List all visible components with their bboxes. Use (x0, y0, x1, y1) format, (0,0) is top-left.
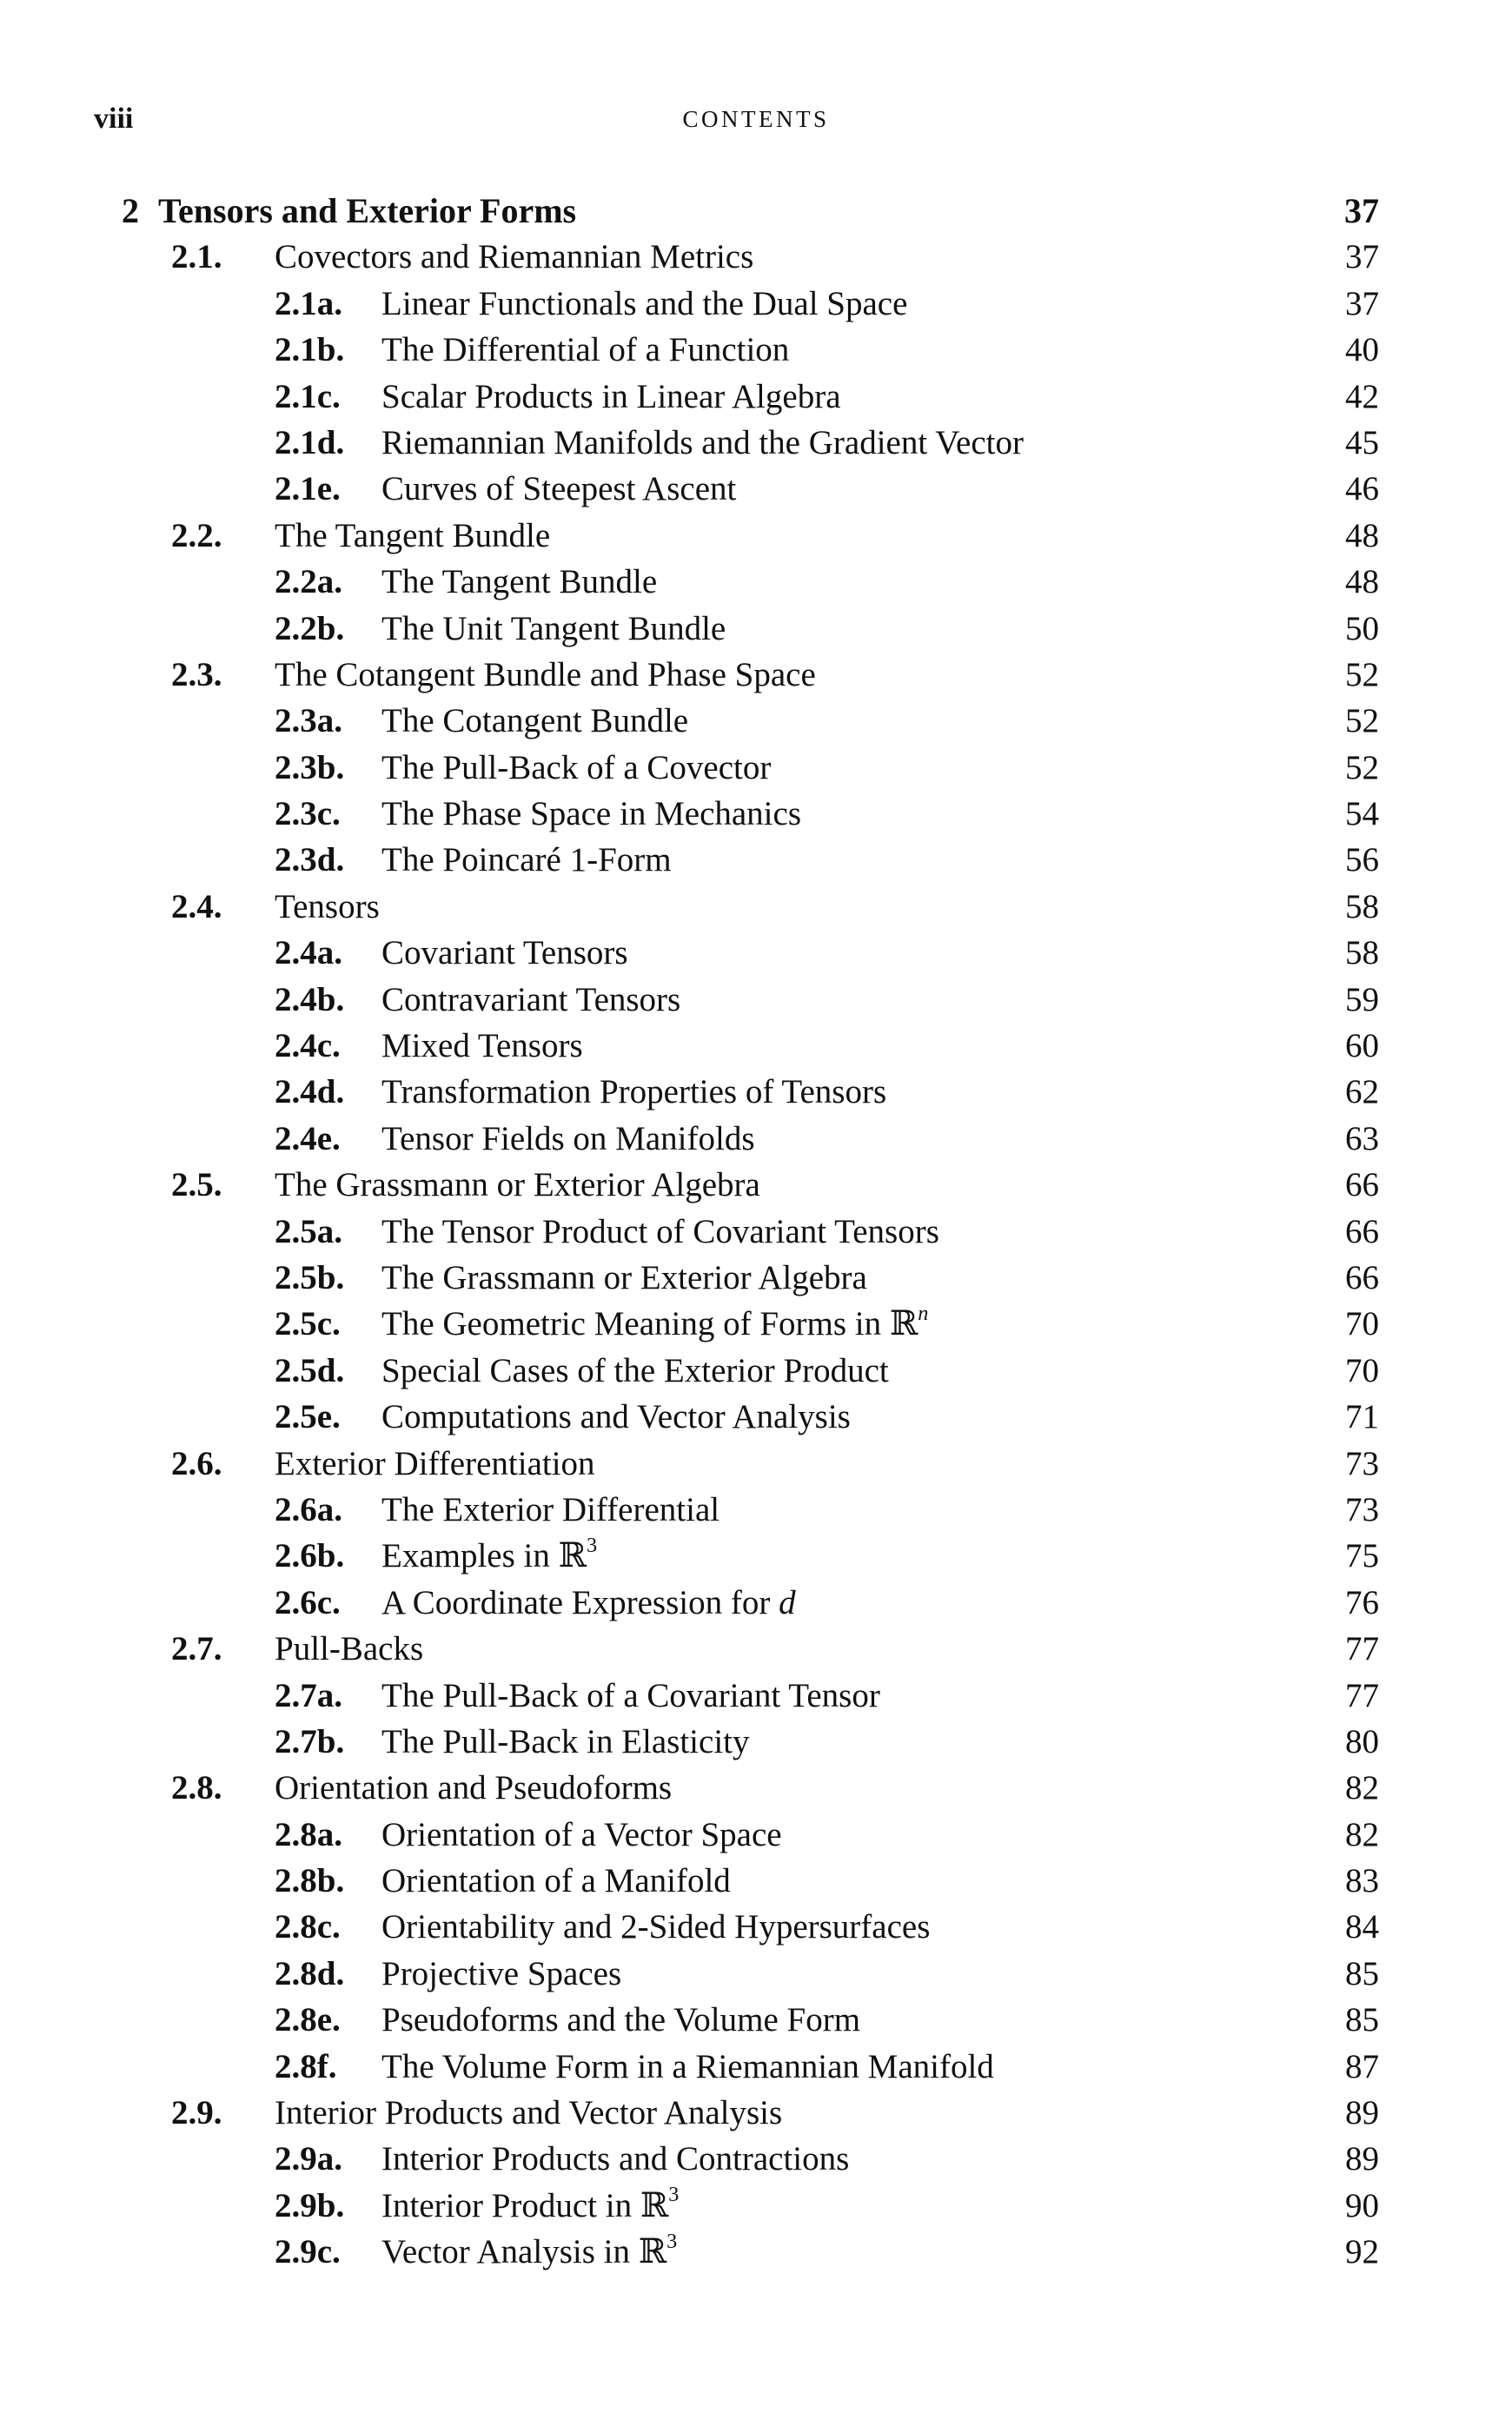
toc-entry-number: 2.4d. (275, 1073, 345, 1111)
toc-entry-subsection (0, 1301, 1512, 1347)
toc-entry-title-text: The Tensor Product of Covariant Tensors (381, 1212, 939, 1250)
toc-entry-title-text: Pseudoforms and the Volume Form (381, 2001, 861, 2039)
toc-entry-page-number: 70 (1345, 1351, 1379, 1389)
toc-entry-title (381, 606, 726, 652)
toc-entry-number: 2.4b. (275, 980, 345, 1018)
toc-entry-section (0, 513, 1512, 559)
toc-entry-title (275, 1162, 760, 1208)
toc-entry-title-text: Linear Functionals and the Dual Space (381, 284, 908, 322)
toc-entry-page-number: 77 (1345, 1630, 1379, 1668)
toc-entry-section (0, 884, 1512, 930)
toc-entry-title-text: The Volume Form in a Riemannian Manifold (381, 2047, 994, 2085)
toc-entry-title (381, 837, 672, 883)
toc-entry-title (381, 1348, 889, 1394)
toc-entry-number: 2.7b. (275, 1722, 345, 1760)
toc-entry-section (0, 652, 1512, 698)
toc-entry-subsection (0, 1533, 1512, 1579)
toc-entry-title-text: The Geometric Meaning of Forms in ℝ (381, 1305, 918, 1343)
toc-entry-title (381, 1951, 621, 1997)
toc-entry-subsection (0, 2183, 1512, 2229)
toc-entry-title (381, 281, 907, 327)
toc-entry-subsection (0, 1812, 1512, 1858)
toc-entry-number: 2.3d. (275, 841, 345, 879)
toc-entry-page-number: 58 (1345, 887, 1379, 925)
toc-entry-subsection (0, 977, 1512, 1023)
toc-entry-subsection (0, 327, 1512, 373)
toc-entry-title-text: Exterior Differentiation (275, 1444, 595, 1482)
toc-entry-title (381, 466, 736, 512)
toc-entry-title-text: Curves of Steepest Ascent (381, 470, 737, 508)
toc-entry-subsection (0, 1394, 1512, 1440)
toc-entry-title-text: Computations and Vector Analysis (381, 1398, 851, 1436)
toc-entry-title-text: Special Cases of the Exterior Product (381, 1351, 889, 1389)
toc-entry-section (0, 234, 1512, 280)
toc-entry-title (381, 1812, 782, 1858)
toc-entry-number: 2.9. (171, 2094, 222, 2132)
toc-entry-italic-symbol: d (779, 1583, 796, 1621)
toc-entry-page-number: 83 (1345, 1862, 1379, 1900)
toc-entry-title-text: Tensors (275, 887, 380, 925)
toc-entry-page-number: 59 (1345, 980, 1379, 1018)
toc-entry-page-number: 84 (1345, 1908, 1379, 1946)
running-head: CONTENTS (682, 106, 830, 132)
toc-entry-title-text: Orientation of a Vector Space (381, 1815, 782, 1853)
toc-entry-number: 2.6a. (275, 1490, 342, 1528)
toc-entry-subsection (0, 281, 1512, 327)
toc-entry-title-text: Examples in ℝ (381, 1537, 587, 1575)
toc-entry-title-text: The Differential of a Function (381, 331, 790, 369)
toc-entry-page-number: 62 (1345, 1073, 1379, 1111)
toc-entry-title (381, 2136, 849, 2182)
toc-entry-title-text: The Unit Tangent Bundle (381, 609, 726, 647)
toc-entry-title-text: The Grassmann or Exterior Algebra (381, 1258, 867, 1296)
toc-entry-title-text: The Cotangent Bundle and Phase Space (275, 655, 816, 693)
toc-entry-page-number: 92 (1345, 2233, 1379, 2271)
toc-entry-title-text: The Exterior Differential (381, 1490, 720, 1528)
toc-entry-title (275, 1765, 672, 1811)
toc-entry-number: 2.2a. (275, 563, 342, 601)
toc-entry-number: 2.4. (171, 887, 222, 925)
toc-entry-page-number: 82 (1345, 1815, 1379, 1853)
toc-entry-number: 2.2. (171, 516, 222, 554)
toc-entry-subsection (0, 1116, 1512, 1162)
toc-entry-title (381, 1997, 860, 2043)
toc-entry-number: 2.8a. (275, 1815, 342, 1853)
toc-entry-page-number: 82 (1345, 1769, 1379, 1807)
toc-entry-title-text: The Cotangent Bundle (381, 702, 689, 740)
toc-entry-page-number: 52 (1345, 748, 1379, 786)
toc-entry-subsection (0, 2044, 1512, 2090)
toc-entry-number: 2.4e. (275, 1119, 341, 1157)
toc-entry-page-number: 48 (1345, 563, 1379, 601)
toc-entry-page-number: 40 (1345, 331, 1379, 369)
toc-entry-title (275, 1626, 423, 1672)
toc-entry-title (381, 1858, 731, 1904)
toc-entry-number: 2.8f. (275, 2047, 337, 2085)
toc-entry-title (381, 1673, 880, 1719)
toc-entry-subsection (0, 1023, 1512, 1069)
toc-entry-page-number: 52 (1345, 702, 1379, 740)
toc-entry-number: 2.9a. (275, 2140, 342, 2178)
toc-entry-superscript: 3 (668, 2183, 680, 2207)
toc-entry-section (0, 2090, 1512, 2136)
toc-entry-page-number: 52 (1345, 655, 1379, 693)
toc-entry-number: 2.5a. (275, 1212, 342, 1250)
toc-entry-page-number: 60 (1345, 1027, 1379, 1065)
toc-entry-title-text: The Grassmann or Exterior Algebra (275, 1166, 760, 1204)
toc-entry-title-text: The Phase Space in Mechanics (381, 795, 802, 833)
toc-entry-page-number: 77 (1345, 1676, 1379, 1714)
page-folio: viii (94, 103, 134, 135)
toc-entry-page-number: 66 (1345, 1212, 1379, 1250)
toc-entry-number: 2.6b. (275, 1537, 345, 1575)
toc-entry-title-text: Interior Products and Contractions (381, 2140, 850, 2178)
toc-entry-title (381, 930, 628, 976)
toc-entry-title (381, 2044, 994, 2090)
toc-entry-title-text: Interior Products and Vector Analysis (275, 2094, 783, 2132)
toc-entry-number: 2 (122, 191, 139, 230)
toc-entry-title-text: The Pull-Back in Elasticity (381, 1722, 750, 1760)
toc-entry-number: 2.5d. (275, 1351, 345, 1389)
toc-entry-title (275, 234, 753, 280)
toc-entry-page-number: 80 (1345, 1722, 1379, 1760)
toc-entry-subsection (0, 1209, 1512, 1255)
toc-entry-number: 2.8d. (275, 1954, 345, 1992)
toc-entry-number: 2.2b. (275, 609, 345, 647)
toc-entry-page-number: 63 (1345, 1119, 1379, 1157)
toc-entry-page-number: 45 (1345, 423, 1379, 461)
toc-entry-page-number: 73 (1345, 1490, 1379, 1528)
toc-entry-title (381, 698, 688, 744)
toc-entry-subsection (0, 930, 1512, 976)
toc-entry-number: 2.3b. (275, 748, 345, 786)
toc-entry-number: 2.7. (171, 1630, 222, 1668)
toc-entry-title (381, 374, 841, 420)
toc-entry-number: 2.1b. (275, 331, 345, 369)
toc-entry-section (0, 1765, 1512, 1811)
toc-entry-title (381, 1719, 750, 1765)
toc-entry-page-number: 89 (1345, 2140, 1379, 2178)
toc-entry-title (275, 652, 816, 698)
toc-entry-number: 2.5c. (275, 1305, 341, 1343)
toc-entry-title (381, 1069, 886, 1115)
toc-entry-page-number: 90 (1345, 2186, 1379, 2224)
toc-entry-title-text: The Tangent Bundle (381, 563, 658, 601)
toc-entry-page-number: 85 (1345, 2001, 1379, 2039)
toc-entry-title-text: The Pull-Back of a Covariant Tensor (381, 1676, 880, 1714)
toc-entry-subsection (0, 2229, 1512, 2275)
toc-entry-page-number: 37 (1345, 284, 1379, 322)
toc-entry-subsection (0, 1858, 1512, 1904)
toc-entry-number: 2.9b. (275, 2186, 345, 2224)
toc-entry-subsection (0, 1904, 1512, 1950)
toc-entry-number: 2.8. (171, 1769, 222, 1807)
toc-entry-subsection (0, 466, 1512, 512)
toc-entry-title-text: Covariant Tensors (381, 934, 628, 972)
toc-entry-subsection (0, 1348, 1512, 1394)
toc-entry-section (0, 1162, 1512, 1208)
toc-entry-number: 2.5. (171, 1166, 222, 1204)
toc-entry-title (381, 559, 657, 605)
toc-entry-number: 2.7a. (275, 1676, 342, 1714)
toc-entry-subsection (0, 1673, 1512, 1719)
toc-entry-number: 2.3a. (275, 702, 342, 740)
toc-entry-title-text: Covectors and Riemannian Metrics (275, 238, 754, 276)
toc-entry-title (381, 1023, 583, 1069)
toc-entry-title (381, 1116, 755, 1162)
toc-entry-title (381, 1580, 796, 1626)
toc-entry-subsection (0, 1487, 1512, 1533)
toc-entry-subsection (0, 374, 1512, 420)
toc-entry-page-number: 73 (1345, 1444, 1379, 1482)
toc-entry-title (275, 513, 550, 559)
toc-entry-title (381, 745, 771, 791)
toc-entry-page-number: 58 (1345, 934, 1379, 972)
toc-entry-title-text: Interior Product in ℝ (381, 2186, 669, 2224)
toc-entry-title-text: Pull-Backs (275, 1630, 424, 1668)
toc-entry-title-text: Mixed Tensors (381, 1027, 583, 1065)
toc-entry-title (381, 1904, 930, 1950)
toc-entry-page-number: 70 (1345, 1305, 1379, 1343)
toc-entry-number: 2.1e. (275, 470, 341, 508)
toc-entry-title-text: Orientability and 2-Sided Hypersurfaces (381, 1908, 931, 1946)
toc-entry-subsection (0, 791, 1512, 837)
toc-entry-section (0, 1441, 1512, 1487)
toc-entry-number: 2.5b. (275, 1258, 345, 1296)
toc-entry-title (275, 884, 380, 930)
toc-entry-number: 2.6c. (275, 1583, 341, 1621)
toc-entry-subsection (0, 1580, 1512, 1626)
toc-entry-subsection (0, 837, 1512, 883)
toc-entry-number: 2.3c. (275, 795, 341, 833)
toc-entry-title-text: The Pull-Back of a Covector (381, 748, 772, 786)
toc-entry-title (381, 1394, 851, 1440)
toc-entry-number: 2.9c. (275, 2233, 341, 2271)
toc-entry-title (381, 2183, 679, 2229)
table-of-contents (0, 188, 1512, 2276)
toc-entry-number: 2.8c. (275, 1908, 341, 1946)
toc-entry-page-number: 71 (1345, 1398, 1379, 1436)
toc-entry-title (381, 1255, 867, 1301)
toc-entry-title-text: Orientation and Pseudoforms (275, 1769, 673, 1807)
toc-entry-page-number: 85 (1345, 1954, 1379, 1992)
toc-entry-subsection (0, 1069, 1512, 1115)
toc-entry-title-text: The Tangent Bundle (275, 516, 551, 554)
toc-entry-title (381, 1487, 720, 1533)
toc-entry-title (381, 791, 801, 837)
toc-entry-title-text: Riemannian Manifolds and the Gradient Vector (381, 423, 1025, 461)
toc-entry-section (0, 1626, 1512, 1672)
toc-entry-subsection (0, 1719, 1512, 1765)
toc-entry-title (381, 1301, 928, 1347)
toc-entry-title-text: Tensor Fields on Manifolds (381, 1119, 755, 1157)
toc-entry-page-number: 37 (1345, 238, 1379, 276)
toc-entry-page-number: 46 (1345, 470, 1379, 508)
toc-entry-page-number: 87 (1345, 2047, 1379, 2085)
toc-entry-superscript: n (918, 1301, 929, 1325)
toc-entry-title-text: Tensors and Exterior Forms (158, 191, 577, 230)
toc-entry-page-number: 56 (1345, 841, 1379, 879)
toc-entry-title-text: Orientation of a Manifold (381, 1862, 731, 1900)
toc-entry-number: 2.3. (171, 655, 222, 693)
toc-entry-superscript: 3 (666, 2229, 678, 2253)
toc-entry-page-number: 37 (1344, 191, 1379, 230)
toc-entry-title-text: The Poincaré 1-Form (381, 841, 672, 879)
toc-entry-page-number: 76 (1345, 1583, 1379, 1621)
toc-entry-page-number: 48 (1345, 516, 1379, 554)
toc-entry-subsection (0, 1951, 1512, 1997)
toc-entry-title (381, 420, 1024, 466)
toc-entry-number: 2.5e. (275, 1398, 341, 1436)
toc-entry-page-number: 89 (1345, 2094, 1379, 2132)
toc-entry-number: 2.4a. (275, 934, 342, 972)
toc-entry-number: 2.1c. (275, 377, 341, 415)
toc-entry-title-text: Scalar Products in Linear Algebra (381, 377, 841, 415)
toc-entry-subsection (0, 1255, 1512, 1301)
toc-entry-number: 2.1a. (275, 284, 342, 322)
toc-entry-subsection (0, 606, 1512, 652)
toc-entry-title (381, 977, 680, 1023)
toc-entry-page-number: 66 (1345, 1258, 1379, 1296)
toc-entry-title-text: Projective Spaces (381, 1954, 622, 1992)
toc-entry-number: 2.1d. (275, 423, 345, 461)
toc-entry-superscript: 3 (587, 1533, 598, 1557)
toc-entry-page-number: 50 (1345, 609, 1379, 647)
toc-entry-subsection (0, 698, 1512, 744)
toc-entry-subsection (0, 559, 1512, 605)
toc-entry-subsection (0, 745, 1512, 791)
toc-entry-title-text: A Coordinate Expression for (381, 1583, 779, 1621)
toc-entry-title-text: Transformation Properties of Tensors (381, 1073, 887, 1111)
toc-entry-subsection (0, 2136, 1512, 2182)
toc-entry-title (275, 2090, 782, 2136)
toc-entry-page-number: 42 (1345, 377, 1379, 415)
toc-entry-title (158, 188, 576, 234)
toc-entry-title (381, 327, 789, 373)
toc-entry-number: 2.6. (171, 1444, 222, 1482)
toc-entry-page-number: 75 (1345, 1537, 1379, 1575)
toc-entry-title (381, 2229, 677, 2275)
toc-entry-subsection (0, 1997, 1512, 2043)
toc-entry-title-text: Vector Analysis in ℝ (381, 2233, 667, 2271)
toc-entry-number: 2.1. (171, 238, 222, 276)
toc-entry-subsection (0, 420, 1512, 466)
toc-entry-number: 2.8b. (275, 1862, 345, 1900)
toc-entry-page-number: 66 (1345, 1166, 1379, 1204)
toc-entry-title-text: Contravariant Tensors (381, 980, 681, 1018)
toc-entry-chapter (0, 188, 1512, 234)
toc-entry-number: 2.4c. (275, 1027, 341, 1065)
toc-entry-title (381, 1533, 597, 1579)
page-header (0, 103, 1512, 137)
toc-entry-title (275, 1441, 595, 1487)
toc-entry-number: 2.8e. (275, 2001, 341, 2039)
toc-entry-page-number: 54 (1345, 795, 1379, 833)
toc-entry-title (381, 1209, 939, 1255)
